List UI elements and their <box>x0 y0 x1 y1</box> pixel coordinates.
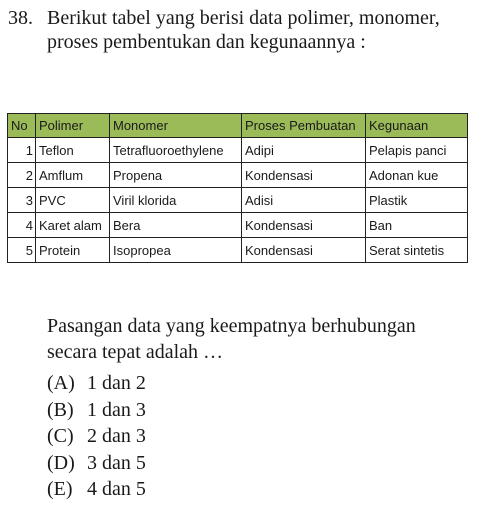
option-b[interactable] <box>47 397 146 424</box>
cell-no: 4 <box>8 213 36 238</box>
cell-proses: Kondensasi <box>242 213 366 238</box>
question-number: 38. <box>8 7 33 29</box>
cell-monomer: Propena <box>110 163 242 188</box>
question-prompt: Pasangan data yang keempatnya berhubungan secara tepat adalah … <box>47 315 416 363</box>
option-label: (A) <box>47 372 75 394</box>
polymer-table <box>7 113 468 263</box>
option-text: 4 dan 5 <box>87 478 146 500</box>
header-monomer: Monomer <box>110 114 242 138</box>
option-a[interactable] <box>47 370 146 397</box>
cell-no: 3 <box>8 188 36 213</box>
cell-kegunaan: Serat sintetis <box>366 238 468 263</box>
option-text: 2 dan 3 <box>87 425 146 447</box>
option-text: 1 dan 3 <box>87 398 146 421</box>
option-text: 1 dan 2 <box>87 372 146 394</box>
table-row <box>8 188 468 213</box>
cell-no: 2 <box>8 163 36 188</box>
option-label: (E) <box>47 478 73 500</box>
header-polimer: Polimer <box>36 114 110 138</box>
cell-proses: Kondensasi <box>242 163 366 188</box>
cell-kegunaan: Adonan kue <box>366 163 468 188</box>
option-label: (B) <box>47 398 74 421</box>
header-no: No <box>8 114 36 138</box>
cell-proses: Kondensasi <box>242 238 366 263</box>
table-row <box>8 163 468 188</box>
cell-kegunaan: Pelapis panci <box>366 138 468 163</box>
option-label: (C) <box>47 425 74 447</box>
answer-options <box>47 370 146 503</box>
cell-proses: Adisi <box>242 188 366 213</box>
cell-monomer: Bera <box>110 213 242 238</box>
header-proses: Proses Pembuatan <box>242 114 366 138</box>
cell-monomer: Isopropea <box>110 238 242 263</box>
cell-polimer: PVC <box>36 188 110 213</box>
table-row <box>8 138 468 163</box>
cell-polimer: Protein <box>36 238 110 263</box>
cell-polimer: Teflon <box>36 138 110 163</box>
cell-kegunaan: Ban <box>366 213 468 238</box>
question-text: Berikut tabel yang berisi data polimer, monomer, proses pembentukan dan kegunaannya : <box>47 7 440 53</box>
table-row <box>8 238 468 263</box>
cell-monomer: Tetrafluoroethylene <box>110 138 242 163</box>
option-d[interactable] <box>47 450 146 477</box>
cell-proses: Adipi <box>242 138 366 163</box>
cell-polimer: Karet alam <box>36 213 110 238</box>
cell-kegunaan: Plastik <box>366 188 468 213</box>
option-e[interactable] <box>47 476 146 503</box>
cell-no: 5 <box>8 238 36 263</box>
cell-monomer: Viril klorida <box>110 188 242 213</box>
cell-no: 1 <box>8 138 36 163</box>
option-c[interactable] <box>47 423 146 450</box>
cell-polimer: Amflum <box>36 163 110 188</box>
option-label: (D) <box>47 451 75 474</box>
table-header-row <box>8 114 468 138</box>
header-kegunaan: Kegunaan <box>366 114 468 138</box>
option-text: 3 dan 5 <box>87 451 146 474</box>
table-row <box>8 213 468 238</box>
